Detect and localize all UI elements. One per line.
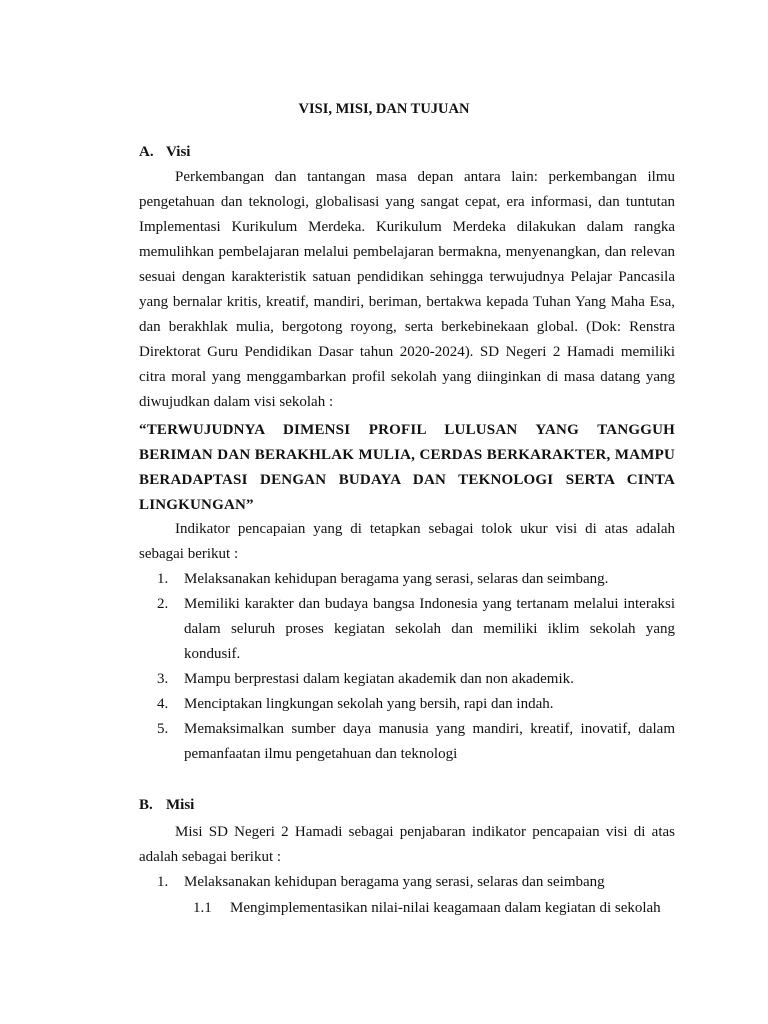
section-b-heading: [139, 797, 194, 814]
section-b-letter: B.: [139, 797, 153, 813]
visi-paragraph: Perkembangan dan tantangan masa depan antara lain: perkembangan ilmu pengetahuan dan teknologi, globalisasi yang sangat cepat, era informasi, dan tuntutan Implementasi Kurikulum Merdeka. Kurikulum Merdeka dilakukan dalam rangka memulihkan pembelajaran melalui pembelajaran bermakna, menyenangkan, dan relevan sesuai dengan karakteristik satuan pendidikan sehingga terwujudnya Pelajar Pancasila yang bernalar kritis, kreatif, mandiri, beriman, bertakwa kepada Tuhan Yang Maha Esa, dan berakhlak mulia, bergotong royong, serta berkebinekaan global. (Dok: Renstra Direktorat Guru Pendidikan Dasar tahun 2020-2024). SD Negeri 2 Hamadi memiliki citra moral yang menggambarkan profil sekolah yang diinginkan di masa datang yang diwujudkan dalam visi sekolah :: [139, 169, 675, 410]
list-item: 3. Mampu berprestasi dalam kegiatan akademik dan non akademik.: [157, 671, 574, 687]
list-item: 1. Melaksanakan kehidupan beragama yang serasi, selaras dan seimbang: [157, 874, 605, 890]
list-item: 2. Memiliki karakter dan budaya bangsa Indonesia yang tertanam melalui interaksi dalam seluruh proses kegiatan sekolah dan memiliki iklim sekolah yang kondusif.: [157, 596, 675, 662]
misi-intro: Misi SD Negeri 2 Hamadi sebagai penjabaran indikator pencapaian visi di atas adalah sebagai berikut :: [139, 824, 675, 865]
section-a-letter: A.: [139, 144, 154, 160]
list-item: 1. Melaksanakan kehidupan beragama yang serasi, selaras dan seimbang.: [157, 571, 609, 587]
list-item: 4. Menciptakan lingkungan sekolah yang bersih, rapi dan indah.: [157, 696, 554, 712]
section-b-title: Misi: [166, 797, 195, 813]
misi-subitem: 1.1 Mengimplementasikan nilai-nilai keagamaan dalam kegiatan di sekolah: [193, 900, 661, 916]
section-a-title: Visi: [166, 144, 191, 160]
section-a-heading: [139, 144, 190, 161]
misi-list: [139, 870, 675, 895]
list-item: 5. Memaksimalkan sumber daya manusia yang mandiri, kreatif, inovatif, dalam pemanfaatan ilmu pengetahuan dan teknologi: [157, 721, 675, 762]
indicator-intro: Indikator pencapaian yang di tetapkan sebagai tolok ukur visi di atas adalah sebagai berikut :: [139, 521, 675, 562]
vision-statement: “TERWUJUDNYA DIMENSI PROFIL LULUSAN YANG TANGGUH BERIMAN DAN BERAKHLAK MULIA, CERDAS BERKARAKTER, MAMPU BERADAPTASI DENGAN BUDAYA DAN TEKNOLOGI SERTA CINTA LINGKUNGAN”: [139, 422, 675, 513]
document-title: VISI, MISI, DAN TUJUAN: [298, 101, 470, 117]
indicator-list: [139, 567, 675, 767]
